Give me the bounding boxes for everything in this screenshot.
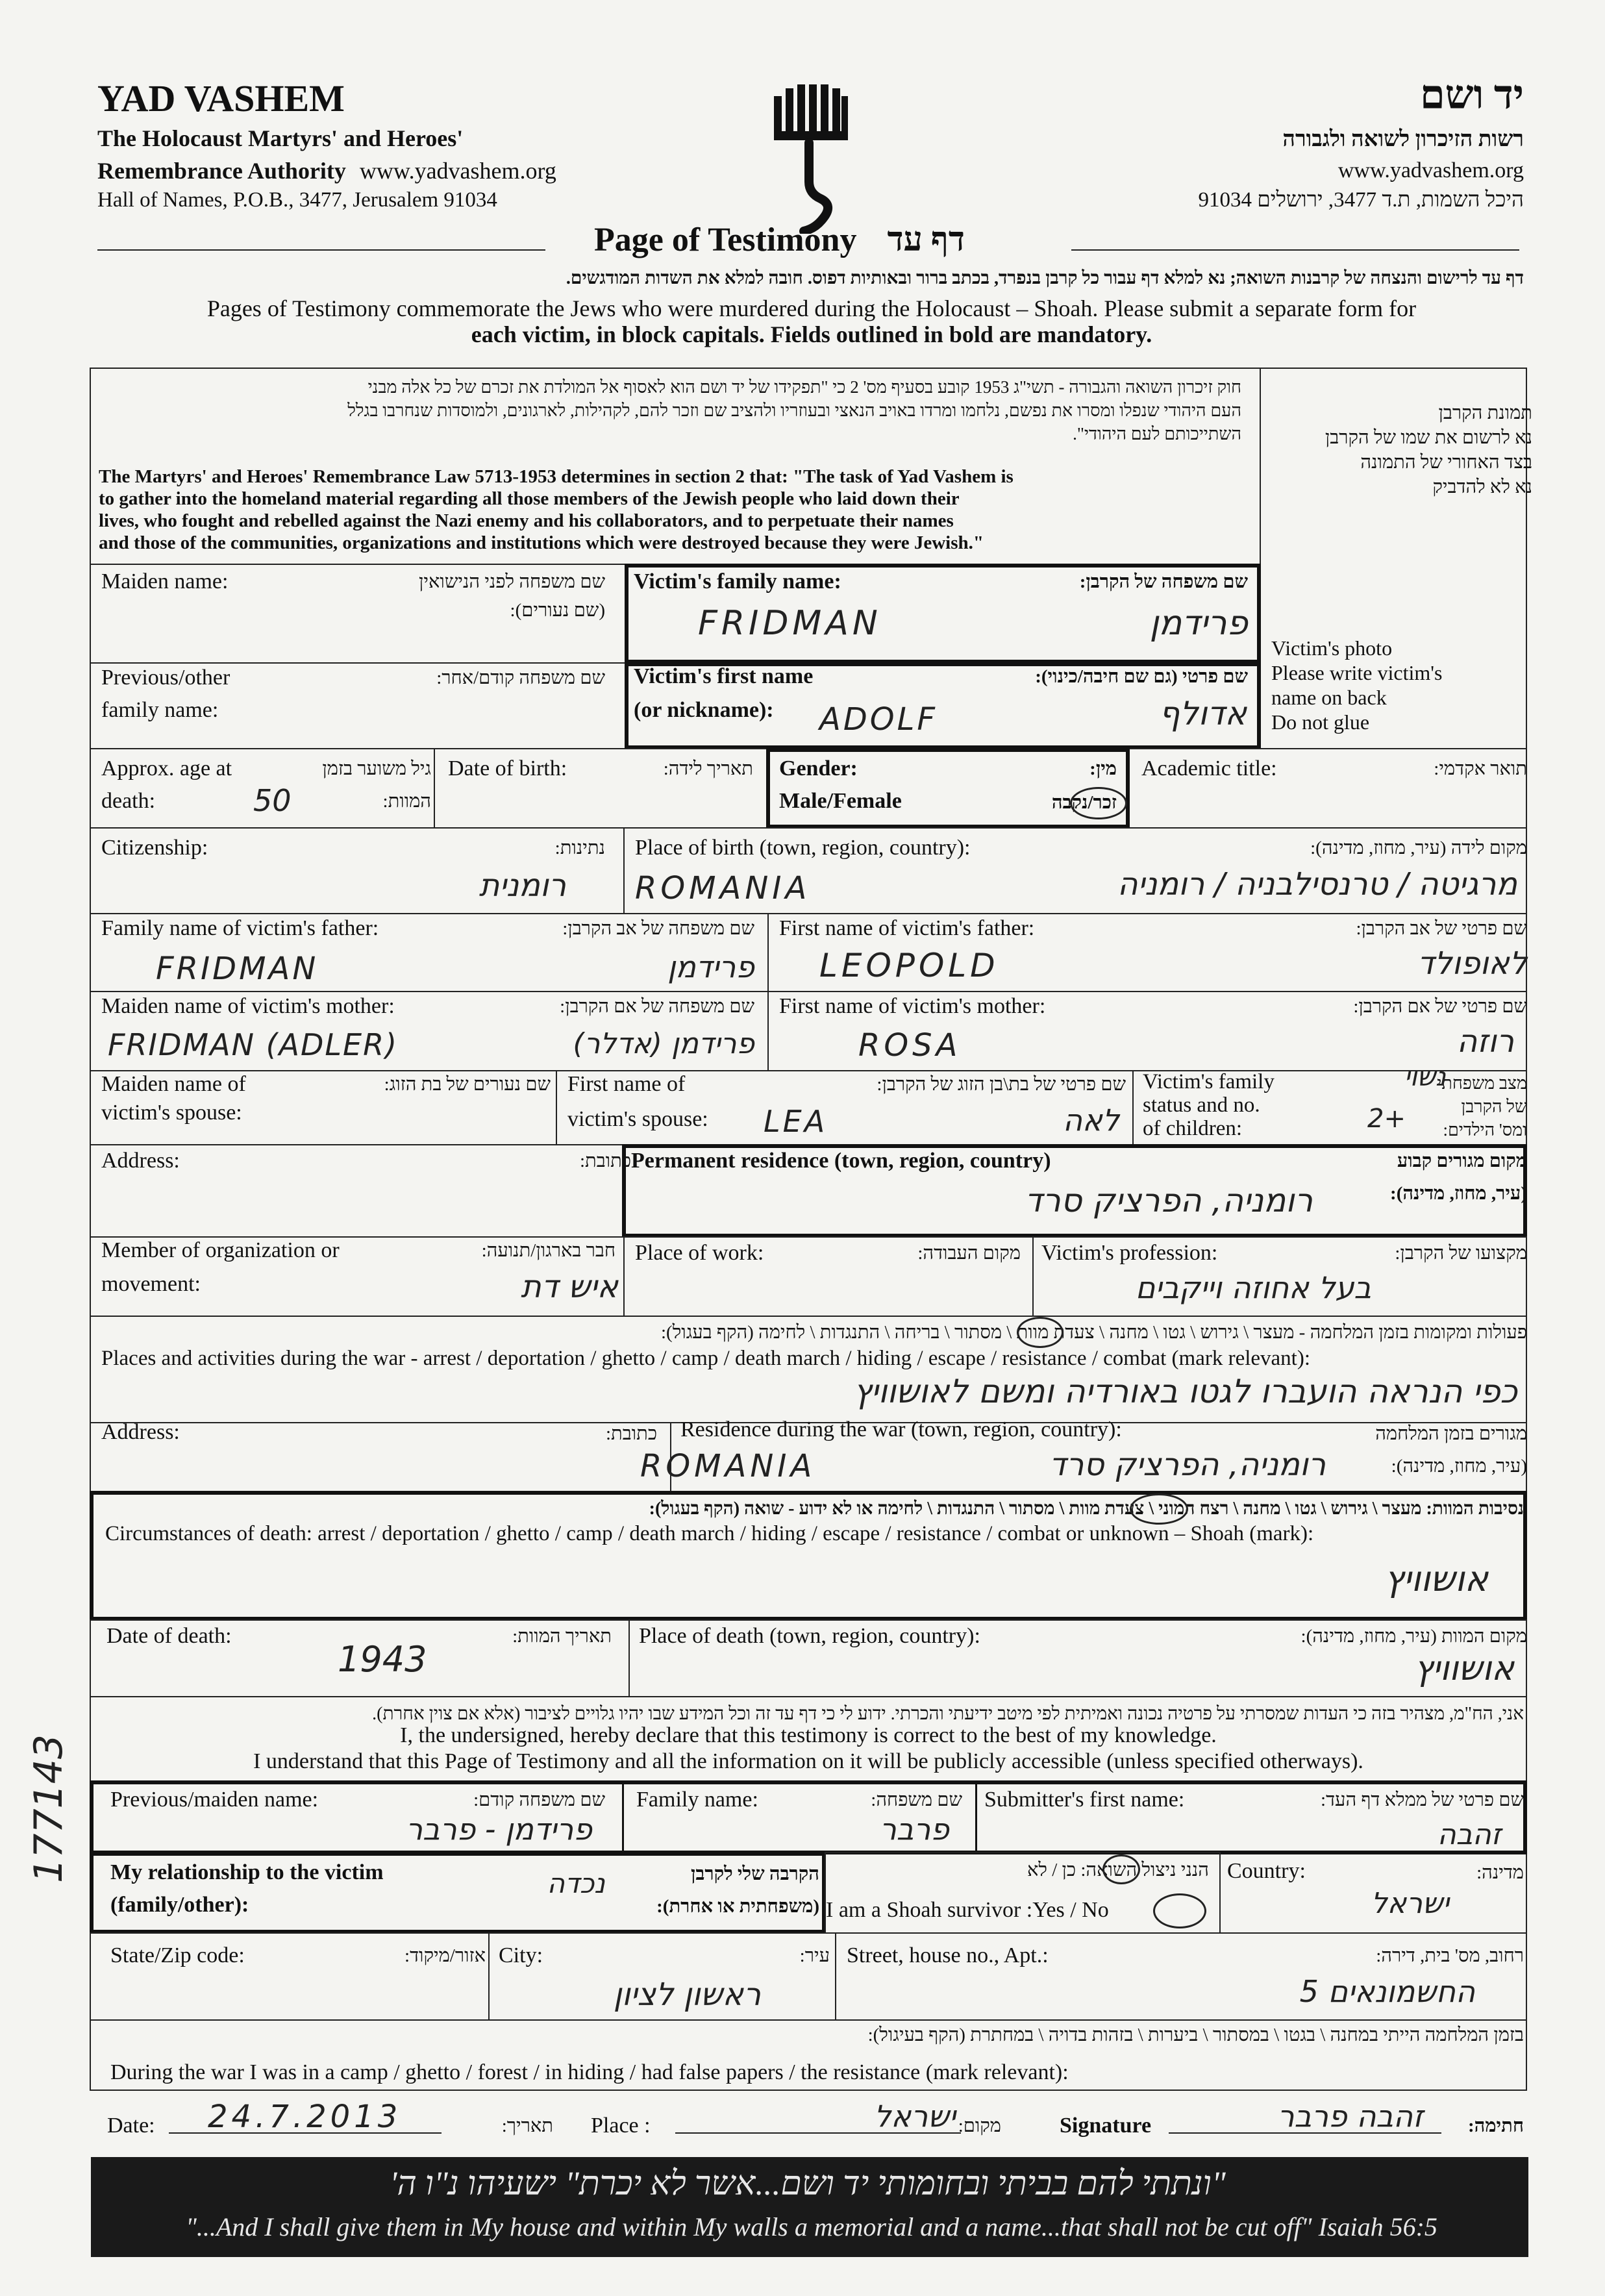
death-circumstances-label-he: נסיבות המוות: מעצר \ גירוש \ גטו \ מחנה \ רצח המוני \ צעדת מוות \ מסתור \ התנגדות \ לחימה או לא ידוע - שואה (הקף בעגול):: [649, 1499, 1524, 1519]
pob-label: Place of birth (town, region, country):: [635, 836, 971, 860]
family-status-label-he-1: מצב משפחתי: [1437, 1073, 1527, 1093]
father-family-label-he: שם משפחה של אב הקרבן:: [562, 918, 754, 939]
war-residence-label: Residence during the war (town, region, country):: [680, 1417, 1122, 1441]
org-url-he: www.yadvashem.org: [1338, 158, 1524, 182]
father-family-value-he: פרידמן: [667, 949, 754, 984]
city-value: ראשון לציון: [613, 1977, 761, 2013]
relationship-label-2: (family/other):: [110, 1893, 249, 1917]
mother-maiden-value-en: FRIDMAN (ADLER): [108, 1027, 399, 1062]
workplace-label: Place of work:: [635, 1241, 764, 1265]
submitter-prev-name-label: Previous/maiden name:: [110, 1788, 319, 1812]
family-name-label-he: שם משפחה של הקרבן:: [1079, 571, 1248, 592]
spouse-first-label-2: victim's spouse:: [567, 1107, 708, 1131]
photo-he-3: בצד האחורי של התמונה: [1360, 452, 1532, 473]
date-label: Date:: [107, 2114, 155, 2138]
spouse-maiden-label-2: victim's spouse:: [101, 1101, 242, 1125]
org-member-value: איש דת: [521, 1269, 618, 1305]
law-en-4: and those of the communities, organizations and institutions which were destroyed because they were Jewish.": [99, 532, 984, 553]
camp-circle-mark: [1130, 1493, 1188, 1525]
family-name-value-en: FRIDMAN: [698, 604, 882, 643]
city-divider: [835, 1932, 836, 2021]
gender-label-he-2: זכר/נקבה: [1051, 792, 1117, 813]
org-subtitle-he: רשות הזיכרון לשואה ולגבורה: [1282, 127, 1524, 151]
perm-residence-label-he-1: מקום מגורים קבוע: [1397, 1151, 1527, 1171]
spouse-maiden-label-he: שם נעורים של בת הזוג:: [384, 1074, 551, 1095]
page-title: [594, 221, 965, 259]
ghetto-circle-mark: [1017, 1317, 1064, 1348]
org-divider-2: [1032, 1236, 1034, 1317]
photo-en-3: name on back: [1271, 686, 1387, 709]
photo-en-1: Victim's photo: [1271, 636, 1393, 660]
menorah-hand-logo-icon: [771, 84, 849, 234]
relationship-label-he-1: הקרבה שלי לקרבן: [690, 1864, 819, 1884]
submitter-first-label: Submitter's first name:: [984, 1788, 1185, 1812]
relationship-label-1: My relationship to the victim: [110, 1860, 384, 1884]
submitter-family-value: פרבר: [879, 1812, 949, 1847]
pod-label: Place of death (town, region, country):: [639, 1624, 980, 1648]
war-location-label-he: בזמן המלחמה הייתי במחנה \ בגטו \ במסתור \ ביערות \ בזהות בדויה \ במחתרת (הקף בעיגול):: [867, 2025, 1524, 2045]
gender-label-1: Gender:: [779, 756, 858, 780]
spouse-first-value-he: לאה: [1063, 1103, 1119, 1138]
submitter-family-label-he: שם משפחה:: [871, 1790, 962, 1810]
father-first-label-he: שם פרטי של אב הקרבן:: [1356, 918, 1527, 939]
survivor-no-he-circle[interactable]: [1102, 1854, 1140, 1884]
submitter-family-label: Family name:: [636, 1788, 758, 1812]
age-value: 50: [253, 783, 292, 818]
profession-label-he: מקצועו של הקרבן:: [1395, 1243, 1527, 1264]
dod-value: 1943: [338, 1639, 427, 1680]
dod-label: Date of death:: [106, 1624, 232, 1648]
first-name-label-he: שם פרטי (גם שם חיבה/כינוי):: [1035, 666, 1248, 687]
street-value: החשמונאים 5: [1299, 1974, 1475, 2009]
submitter-prev-name-value: פרידמן - פרבר: [406, 1812, 592, 1847]
family-status-label-he-2: של הקרבן: [1461, 1097, 1527, 1116]
org-address-he: היכל השמות, ת.ד 3477, ירושלים 91034: [1198, 188, 1524, 212]
submitter-first-label-he: שם פרטי של ממלא דף העד:: [1321, 1790, 1524, 1810]
signature-label-he: חתימה:: [1468, 2115, 1524, 2136]
profession-label: Victim's profession:: [1041, 1241, 1218, 1265]
intro-he: דף עד לרישום והנצחה של קרבנות השואה; נא למלא דף עבור כל קרבן בנפרד, בכתב ברור ובאותיות דפוס. חובה למלא את השדות המודגשים.: [566, 268, 1524, 288]
place-label: Place :: [591, 2114, 651, 2138]
workplace-label-he: מקום העבודה:: [917, 1243, 1021, 1264]
declaration-he: אני, הח"מ, מצהיר בזה כי העדות שמסרתי על פרטיה נכונה ואמיתית לפי מיטב ידיעתי והכרתי. ידוע לי כי דף עד זה וכל המידע שבו יהיו גלויים לציבור (אלא אם צוין אחרת).: [372, 1704, 1524, 1724]
survivor-label: I am a Shoah survivor :Yes / No: [826, 1898, 1109, 1922]
spouse-divider-2: [1132, 1070, 1134, 1145]
place-label-he: מקום:: [958, 2115, 1001, 2136]
law-en-3: lives, who fought and rebelled against the Nazi enemy and his collaborators, and to perpetuate their names: [99, 510, 954, 531]
first-name-value-en: ADOLF: [819, 701, 938, 738]
spouse-first-value-en: LEA: [764, 1104, 828, 1139]
age-label-he-1: גיל משוער בזמן: [322, 758, 431, 779]
photo-he-4: נא לא להדביק: [1432, 477, 1532, 497]
family-name-label: Victim's family name:: [634, 569, 841, 593]
war-address-label-he: כתובת:: [606, 1423, 657, 1444]
org-address-en: Hall of Names, P.O.B., 3477, Jerusalem 91034: [97, 188, 497, 212]
war-address-label: Address:: [101, 1420, 180, 1444]
age-label-1: Approx. age at: [101, 756, 232, 780]
place-value: ישראל: [874, 2099, 956, 2134]
org-member-label-2: movement:: [101, 1272, 201, 1296]
father-family-value-en: FRIDMAN: [156, 951, 319, 987]
perm-residence-label: Permanent residence (town, region, country): [631, 1149, 1051, 1173]
street-label: Street, house no., Apt.:: [847, 1943, 1049, 1967]
state-label-he: אזור/מיקוד:: [404, 1945, 486, 1966]
address-label-he: כתובת:: [580, 1151, 631, 1171]
photo-he-1: תמונת הקרבן: [1438, 403, 1532, 423]
photo-en-2: Please write victim's: [1271, 661, 1443, 684]
father-first-value-en: LEOPOLD: [819, 947, 999, 984]
family-status-label-3: of children:: [1143, 1117, 1243, 1140]
family-status-label-1: Victim's family: [1143, 1070, 1275, 1093]
war-residence-value-en: ROMANIA: [640, 1448, 816, 1484]
mother-divider: [767, 991, 769, 1071]
citizenship-divider: [623, 827, 625, 914]
profession-value: בעל אחוזה וייקבים: [1135, 1270, 1371, 1305]
country-label: Country:: [1227, 1859, 1306, 1883]
family-status-label-en: [1143, 1070, 1275, 1140]
prev-family-label-he: שם משפחה קודם/אחר:: [436, 668, 605, 688]
org-subtitle-2: [97, 157, 556, 184]
maiden-name-label: Maiden name:: [101, 569, 229, 593]
family-status-label-he: [1437, 1071, 1527, 1142]
submitter-divider-1: [622, 1780, 624, 1854]
perm-residence-label-he-2: (עיר, מחוז, מדינה):: [1390, 1183, 1527, 1204]
relationship-value: נכדה: [547, 1867, 605, 1899]
submitter-divider-2: [975, 1780, 977, 1854]
signature-label: Signature: [1060, 2114, 1152, 2138]
father-family-label: Family name of victim's father:: [101, 916, 379, 940]
org-member-label-he: חבר בארגון/תנועה:: [481, 1240, 616, 1261]
law-he-2: העם היהודי שנפלו ומסרו את נפשם, נלחמו ומרדו באויב הנאצי ובעוזריו ולהציב שם וזכר להם, לקהילות, לארגונים, ולמוסדות שנחרבו בגלל: [347, 401, 1241, 420]
father-first-label: First name of victim's father:: [779, 916, 1035, 940]
margin-record-number: 177143: [26, 1734, 71, 1883]
first-name-value-he: אדולף: [1159, 695, 1247, 732]
zip-divider: [488, 1932, 490, 2021]
org-subtitle-1: The Holocaust Martyrs' and Heroes': [97, 125, 464, 151]
spouse-first-label-1: First name of: [567, 1072, 686, 1096]
org-divider-1: [623, 1236, 625, 1317]
date-value: 24.7.2013: [208, 2099, 402, 2135]
maiden-name-label-he-1: שם משפחה לפני הנישואין: [419, 571, 605, 592]
pob-label-he: מקום לידה (עיר, מחוז, מדינה):: [1310, 838, 1527, 858]
family-status-value: נשוי: [1404, 1062, 1446, 1092]
intro-en-2: each victim, in block capitals. Fields outlined in bold are mandatory.: [471, 321, 1152, 347]
father-divider: [767, 913, 769, 992]
submitter-prev-name-label-he: שם משפחה קודם:: [473, 1790, 605, 1810]
law-he-3: השתייכותם לעם היהודי".: [1073, 424, 1241, 443]
death-circumstances-label-text: Circumstances of death: arrest / deportation / ghetto / camp / death march / hiding / escape / resistance / combat or unknown – Shoah (mark):: [105, 1522, 1314, 1545]
address-label: Address:: [101, 1149, 180, 1173]
law-en-1: The Martyrs' and Heroes' Remembrance Law 5713-1953 determines in section 2 that: "The task of Yad Vashem is: [99, 466, 1014, 487]
pod-label-he: מקום המוות (עיר, מחוז, מדינה):: [1300, 1626, 1527, 1647]
title-rule-right: [1071, 249, 1519, 251]
war-activities-label-he: פעולות ומקומות בזמן המלחמה - מעצר \ גירוש \ גטו \ מחנה \ צעדת מוות \ מסתור \ בריחה \ התנגדות \ לחימה (הקף בעגול):: [661, 1322, 1527, 1343]
footer-banner: [91, 2157, 1528, 2257]
war-residence-value-he: רומניה, הפרציק סרד: [1049, 1447, 1326, 1483]
submitter-first-value: זהבה: [1437, 1818, 1501, 1851]
country-label-he: מדינה:: [1476, 1862, 1524, 1883]
dod-label-he: תאריך המוות:: [512, 1626, 612, 1647]
pob-value-en: ROMANIA: [635, 870, 811, 906]
pob-value-he: מרגיטה / טרנסילבניה / רומניה: [1117, 866, 1517, 903]
mother-first-label: First name of victim's mother:: [779, 994, 1046, 1018]
yad-vashem-logo: [771, 84, 849, 234]
banner-quote-en: "...And I shall give them in My house and within My walls a memorial and a name...that shall not be cut off" Isaiah 56:5: [186, 2212, 1437, 2241]
family-status-label-he-3: ומס' הילדים:: [1443, 1120, 1527, 1140]
family-name-value-he: פרידמן: [1149, 604, 1248, 643]
war-activities-value: כפי הנראה הועברו לגטו באורדיה ומשם לאושוויץ: [853, 1373, 1517, 1410]
spouse-first-label-he: שם פרטי של בת\בן הזוג של הקרבן:: [877, 1074, 1126, 1095]
first-name-label-2: (or nickname):: [634, 698, 774, 722]
date-label-he: תאריך:: [501, 2115, 553, 2136]
prev-family-label-2: family name:: [101, 698, 219, 722]
org-url-en: www.yadvashem.org: [359, 158, 556, 184]
death-divider: [628, 1619, 630, 1697]
gender-label-he-1: מין:: [1089, 758, 1117, 779]
declaration-en-1: I, the undersigned, hereby declare that this testimony is correct to the best of my knowledge.: [400, 1723, 1217, 1747]
family-status-label-2: status and no.: [1143, 1093, 1260, 1117]
street-label-he: רחוב, מס' בית, דירה:: [1376, 1945, 1524, 1966]
citizenship-label-he: נתינות:: [554, 838, 605, 858]
war-residence-label-he-1: מגורים בזמן המלחמה: [1375, 1423, 1527, 1444]
org-member-label-1: Member of organization or: [101, 1238, 340, 1262]
war-residence-label-he-2: (עיר, מחוז, מדינה):: [1391, 1456, 1527, 1477]
war-activities-label: Places and activities during the war - arrest / deportation / ghetto / camp / death march / hiding / escape / resistance / combat (mark relevant):: [101, 1347, 1311, 1370]
mother-first-value-en: ROSA: [858, 1027, 962, 1064]
city-label-he: עיר:: [799, 1945, 830, 1966]
mother-first-value-he: רוזה: [1456, 1023, 1514, 1060]
dob-label: Date of birth:: [448, 756, 567, 780]
prev-family-label-1: Previous/other: [101, 666, 230, 690]
dob-label-he: תאריך לידה:: [663, 758, 753, 779]
pod-value: אושוויץ: [1414, 1649, 1514, 1688]
gender-label-2: Male/Female: [779, 789, 902, 813]
survivor-label-he: הנני ניצול השואה: כן / לא: [1027, 1860, 1209, 1880]
org-subtitle-2-text: Remembrance Authority: [97, 158, 346, 184]
signature-value: זהבה פרבר: [1277, 2099, 1423, 2134]
age-label-he-2: המוות:: [382, 791, 431, 812]
state-label: State/Zip code:: [110, 1943, 245, 1967]
declaration-en-2: I understand that this Page of Testimony and all the information on it will be publicly accessible (unless specified otherways).: [253, 1749, 1363, 1773]
maiden-name-label-he-2: (שם נעורים):: [510, 600, 605, 621]
page-title-he: דף עד: [887, 221, 965, 258]
survivor-no-circle[interactable]: [1153, 1893, 1206, 1928]
intro-en-1: Pages of Testimony commemorate the Jews who were murdered during the Holocaust – Shoah. Please submit a separate form for: [206, 295, 1417, 321]
children-value: 2+: [1367, 1104, 1406, 1134]
law-he-1: חוק זיכרון השואה והגבורה - תשי"ג 1953 קובע בסעיף מס' 2 כי "תפקידו של יד ושם הוא לאסוף אל המולדת את זכרם של כל אלה מבני: [367, 377, 1241, 397]
perm-residence-value: רומניה, הפרציק סרד: [1025, 1182, 1313, 1219]
first-name-label-1: Victim's first name: [634, 664, 814, 688]
citizenship-label: Citizenship:: [101, 836, 208, 860]
city-label: City:: [499, 1943, 543, 1967]
law-en-2: to gather into the homeland material regarding all those members of the Jewish people who laid down their: [99, 488, 960, 509]
academic-label: Academic title:: [1141, 756, 1277, 780]
relationship-label-he-2: (משפחתית או אחרת):: [656, 1896, 819, 1917]
title-rule-left: [97, 249, 545, 251]
age-divider: [434, 748, 435, 829]
org-name-he: יד ושם: [1419, 73, 1524, 118]
age-label-2: death:: [101, 789, 156, 813]
war-location-label: During the war I was in a camp / ghetto / forest / in hiding / had false papers / the resistance (mark relevant):: [110, 2060, 1069, 2084]
photo-he-2: נא לרשום את שמו של הקרבן: [1325, 427, 1532, 448]
death-circumstances-value: אושוויץ: [1384, 1558, 1488, 1599]
mother-first-label-he: שם פרטי של אם הקרבן:: [1353, 996, 1527, 1017]
mother-maiden-label: Maiden name of victim's mother:: [101, 994, 395, 1018]
org-name-en: YAD VASHEM: [97, 77, 345, 119]
mother-maiden-label-he: שם משפחה של אם הקרבן:: [560, 996, 754, 1017]
banner-quote-he: "ונתתי להם בביתי ובחומותי יד ושם...אשר לא יכרת" ישעיהו נ"ו ה': [390, 2165, 1226, 2202]
father-first-value-he: לאופולד: [1417, 945, 1527, 982]
country-value: ישראל: [1371, 1887, 1449, 1920]
academic-label-he: תואר אקדמי:: [1434, 758, 1527, 779]
death-circumstances-label: [105, 1522, 1313, 1546]
citizenship-value: רומנית: [479, 867, 566, 904]
spouse-maiden-label-1: Maiden name of: [101, 1072, 246, 1096]
spouse-divider-1: [556, 1070, 557, 1145]
page-title-en: Page of Testimony: [594, 221, 857, 258]
gender-male-circle: [1070, 787, 1127, 819]
photo-en-4: Do not glue: [1271, 710, 1370, 734]
mother-maiden-value-he: פרידמן (אדלר): [573, 1027, 754, 1060]
